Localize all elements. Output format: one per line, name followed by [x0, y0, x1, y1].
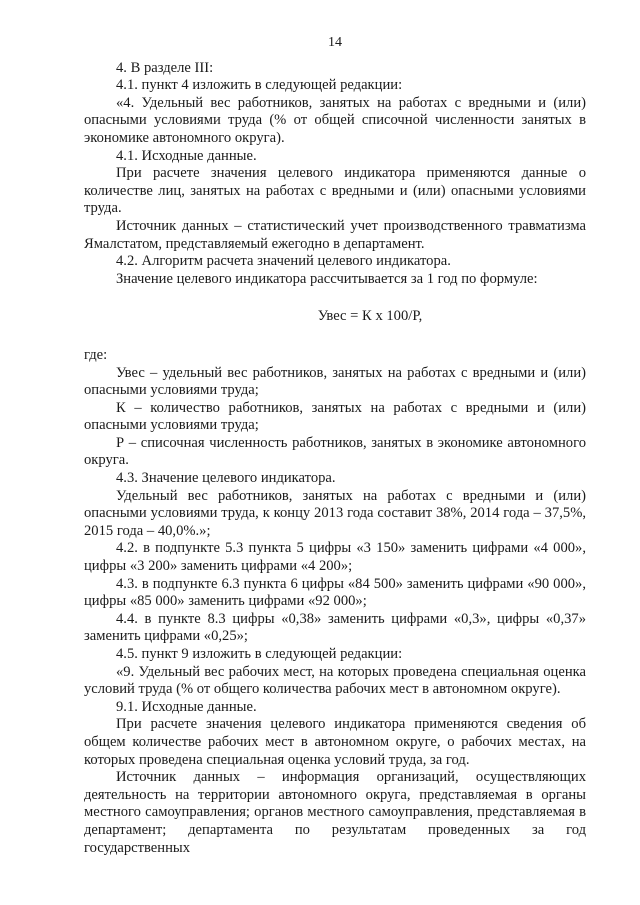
amendment-item: 4.2. в подпункте 5.3 пункта 5 цифры «3 150» заменить цифрами «4 000», цифры «3 200» заменить цифрами «4 200»; — [84, 540, 586, 575]
page-number: 14 — [328, 35, 342, 50]
paragraph: Удельный вес работников, занятых на работах с вредными и (или) опасными условиями труда, к концу 2013 года составит 38%, 2014 года – 37,5%, 2015 года – 40,0%.»; — [84, 487, 586, 539]
paragraph: Источник данных – информация организаций, осуществляющих деятельность на территории автономного округа, представляемая в органы местного самоуправления; органов местного самоуправления, представляемая в департамент; департамента по результатам проведенных за год государственных — [84, 769, 586, 856]
amendment-item: 4.4. в пункте 8.3 цифры «0,38» заменить цифрами «0,3», цифры «0,37» заменить цифрами «0,25»; — [84, 610, 586, 645]
subheading-source-data: 9.1. Исходные данные. — [116, 698, 257, 715]
subheading-indicator-value: 4.3. Значение целевого индикатора. — [116, 470, 336, 487]
subheading-source-data: 4.1. Исходные данные. — [116, 147, 257, 164]
definition-item: К – количество работников, занятых на работах с вредными и (или) опасными условиями труда; — [84, 399, 586, 434]
definition-item: Р – списочная численность работников, занятых в экономике автономного округа. — [84, 434, 586, 469]
definition-item: Увес – удельный вес работников, занятых на работах с вредными и (или) опасными условиями труда; — [84, 364, 586, 399]
formula: Увес = К х 100/Р, — [317, 308, 423, 325]
where-label: где: — [84, 346, 108, 363]
subheading-algorithm: 4.2. Алгоритм расчета значений целевого индикатора. — [116, 253, 451, 270]
indicator-title: «9. Удельный вес рабочих мест, на которых проведена специальная оценка условий труда (% от общего количества рабочих мест в автономном округе). — [84, 663, 586, 698]
paragraph: Значение целевого индикатора рассчитывается за 1 год по формуле: — [116, 270, 538, 287]
paragraph: При расчете значения целевого индикатора применяются сведения об общем количестве рабочих мест в автономном округе, о рабочих местах, на которых проведена специальная оценка условий труда, за год. — [84, 716, 586, 768]
amendment-item: 4.5. пункт 9 изложить в следующей редакции: — [116, 646, 403, 662]
indicator-title: «4. Удельный вес работников, занятых на работах с вредными и (или) опасными условиями труда (% от общей списочной численности занятых в экономике автономного округа). — [84, 94, 586, 146]
document-page — [84, 34, 586, 857]
amendment-item: 4.1. пункт 4 изложить в следующей редакции: — [116, 77, 403, 94]
paragraph: При расчете значения целевого индикатора применяются данные о количестве лиц, занятых на работах с вредными и (или) опасными условиями труда. — [84, 165, 586, 217]
paragraph: Источник данных – статистический учет производственного травматизма Ямалстатом, представляемый ежегодно в департамент. — [84, 217, 586, 252]
amendment-item: 4.3. в подпункте 6.3 пункта 6 цифры «84 500» заменить цифрами «90 000», цифры «85 000» заменить цифрами «92 000»; — [84, 575, 586, 610]
section-heading: 4. В разделе III: — [116, 59, 214, 76]
